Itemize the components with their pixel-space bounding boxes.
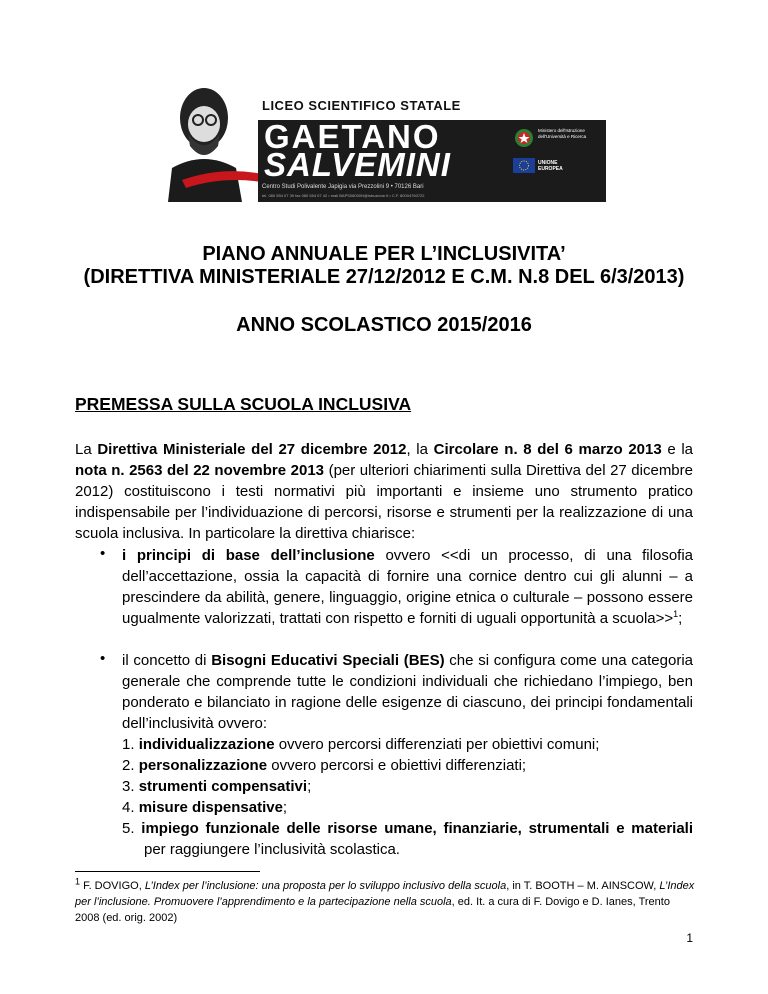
- logo-name-line1: GAETANO: [264, 118, 441, 155]
- school-year: ANNO SCOLASTICO 2015/2016: [236, 314, 532, 336]
- logo-contacts: tel. 080 554 07 39 fax 080 554 07 42 • mail BAPS08000N@istruzione.it • C.F. 80004760722: [262, 193, 425, 198]
- salvemini-portrait-icon: [162, 84, 262, 202]
- bullet-icon: •: [100, 545, 106, 562]
- document-title: PIANO ANNUALE PER L’INCLUSIVITA’: [202, 243, 566, 265]
- document-subtitle: (DIRETTIVA MINISTERIALE 27/12/2012 E C.M. N.8 DEL 6/3/2013): [83, 266, 685, 288]
- logo-address: Centro Studi Polivalente Japigia via Prezzolini 9 • 70126 Bari: [262, 184, 424, 190]
- footnote-separator: [75, 871, 260, 872]
- logo-name-line2: SALVEMINI: [264, 146, 451, 183]
- principles-list: [122, 734, 693, 860]
- intro-paragraph: La Direttiva Ministeriale del 27 dicembre 2012, la Circolare n. 8 del 6 marzo 2013 e la nota n. 2563 del 22 novembre 2013 (per ulteriori chiarimenti sulla Direttiva del 27 dicembre 2012) costituiscono i testi normativi più importanti e insieme uno strumento pratico indispensabile per l’individuazione di percorsi, risorse e strumenti per la realizzazione di una scuola inclusiva. In particolare la direttiva chiarisce:: [75, 441, 693, 542]
- section-heading: PREMESSA SULLA SCUOLA INCLUSIVA: [75, 394, 412, 414]
- list-item: 4. misure dispensative;: [122, 799, 288, 816]
- italian-republic-emblem-icon: [514, 128, 534, 148]
- list-item: 1. individualizzazione ovvero percorsi differenziati per obiettivi comuni;: [122, 736, 600, 753]
- page-number: 1: [686, 931, 693, 945]
- logo-top-text: LICEO SCIENTIFICO STATALE: [258, 98, 465, 113]
- footnote: $^1$ F. DOVIGO, L’Index per l’inclusione: una proposta per lo sviluppo inclusivo della scuola, in T. BOOTH – M. AINSCOW, L’Index per l’inclusione. Promuovere l’apprendimento e la partecipazione nella scuola, ed. It. a cura di F. Dovigo e D. Ianes, Trento 2008 (ed. orig. 2002): [75, 876, 695, 924]
- bullet-inclusion-principles: i principi di base dell’inclusione ovvero <<di un processo, di una filosofia dell’accettazione, ossia la capacità di fornire una cornice dentro cui gli alunni – a prescindere da abilità, genere, linguaggio, origine etnica o culturale – possono essere ugualmente valorizzati, trattati con rispetto e forniti di uguali opportunità a scuola>>$^1$;: [122, 547, 694, 627]
- ministry-label: Ministero dell'Istruzione dell'Università e Ricerca: [538, 128, 587, 139]
- eu-flag-icon: [513, 158, 535, 173]
- list-item: 3. strumenti compensativi;: [122, 778, 312, 795]
- school-logo: [162, 84, 606, 202]
- list-item: 5. impiego funzionale delle risorse umane, finanziarie, strumentali e materiali per raggiungere l’inclusività scolastica.: [122, 820, 694, 858]
- bullet-icon: •: [100, 650, 106, 667]
- list-item: 2. personalizzazione ovvero percorsi e obiettivi differenziati;: [122, 757, 527, 774]
- bullet-bes-concept: il concetto di Bisogni Educativi Speciali (BES) che si configura come una categoria generale che comprende tutte le condizioni individuali che richiedano l’impiego, ben ponderato e bilanciato in ragione delle esigenze di ciascuno, dei principi fondamentali dell’inclusività ovvero:: [122, 652, 694, 732]
- eu-label: UNIONE EUROPEA: [538, 160, 563, 172]
